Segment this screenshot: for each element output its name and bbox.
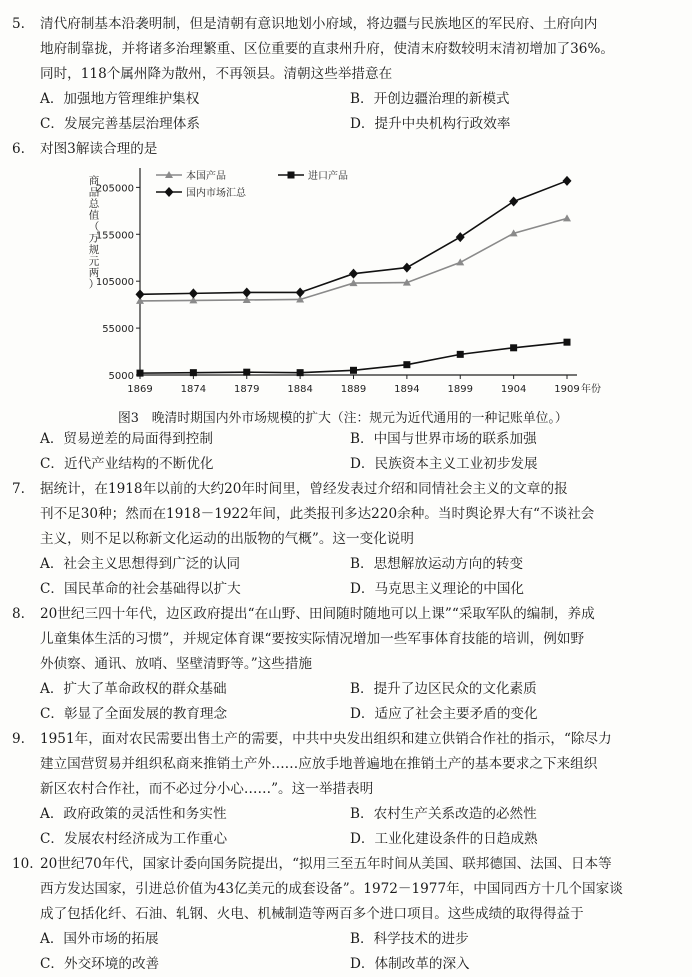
data-point (402, 263, 411, 273)
option-d[interactable]: D．提升中央机构行政效率 (350, 116, 511, 132)
question-text-line: 清代府制基本沿袭明制，但是清朝有意识地划小府域，将边疆与民族地区的军民府、土府向内 (40, 16, 598, 32)
data-point (563, 176, 572, 186)
data-point (137, 370, 144, 377)
legend-marker (288, 172, 295, 179)
y-tick-label: 5000 (108, 371, 134, 382)
option-d[interactable]: D．体制改革的深入 (350, 956, 470, 972)
option-d[interactable]: D．民族资本主义工业初步发展 (350, 456, 538, 472)
option-a[interactable]: A．加强地方管理维护集权 (40, 91, 200, 107)
option-b[interactable]: B．思想解放运动方向的转变 (350, 556, 524, 572)
question-number: 5. (12, 16, 25, 32)
data-point (564, 339, 571, 346)
option-b[interactable]: B．农村生产关系改造的必然性 (350, 806, 537, 822)
data-point (350, 367, 357, 374)
x-tick-label: 1874 (180, 384, 207, 395)
question-text-line: 20世纪三四十年代，边区政府提出“在山野、田间随时随地可以上课”“采取军队的编制，养成 (40, 606, 595, 622)
option-d[interactable]: D．马克思主义理论的中国化 (350, 581, 525, 597)
x-tick-label: 1904 (500, 384, 527, 395)
series-line (140, 218, 567, 301)
x-tick-label: 1869 (127, 384, 153, 395)
y-axis-label: 商品总值（万规元两） (88, 175, 100, 291)
legend-label: 本国产品 (186, 171, 226, 182)
question-number: 6. (12, 141, 25, 157)
option-c[interactable]: C．发展农村经济成为工作重心 (40, 831, 228, 847)
x-tick-label: 1894 (394, 384, 420, 395)
question-text-line: 建立国营贸易并组织私商来推销土产外……应放手地普遍地在推销土产的基本要求之下来组织 (40, 756, 598, 772)
option-a[interactable]: A．国外市场的拓展 (40, 931, 159, 947)
question-text-line: 20世纪70年代，国家计委向国务院提出，“拟用三至五年时间从美国、联邦德国、法国、日本等 (40, 856, 612, 872)
question-text-line: 西方发达国家，引进总价值为43亿美元的成套设备”。1972－1977年，中国同西方十几个国家谈 (40, 881, 623, 897)
option-a[interactable]: A．扩大了革命政权的群众基础 (40, 681, 227, 697)
question-text-line: 成了包括化纤、石油、轧钢、火电、机械制造等两百多个进口项目。这些成绩的取得得益于 (40, 906, 584, 922)
data-point (456, 258, 464, 265)
option-c[interactable]: C．近代产业结构的不断优化 (40, 456, 214, 472)
option-b[interactable]: B．提升了边区民众的文化素质 (350, 681, 537, 697)
question-number: 9. (12, 731, 25, 747)
option-c[interactable]: C．发展完善基层治理体系 (40, 116, 200, 132)
option-a[interactable]: A．政府政策的灵活性和务实性 (40, 806, 227, 822)
data-point (296, 287, 305, 297)
option-b[interactable]: B．开创边疆治理的新模式 (350, 91, 510, 107)
question-number: 8. (12, 606, 25, 622)
question-text-line: 对图3解读合理的是 (40, 141, 158, 157)
data-point (190, 369, 197, 376)
question-number: 10. (12, 856, 34, 872)
x-tick-label: 1879 (234, 384, 260, 395)
x-axis-label: 年份 (581, 384, 601, 395)
legend-label: 进口产品 (308, 171, 348, 182)
question-text-line: 刊不足30种；然而在1918－1922年间，此类报刊多达220余种。当时舆论界大有“不谈社会 (40, 506, 595, 522)
option-a[interactable]: A．贸易逆差的局面得到控制 (40, 431, 213, 447)
option-c[interactable]: C．国民革命的社会基础得以扩大 (40, 581, 241, 597)
data-point (189, 288, 198, 298)
data-point (242, 287, 251, 297)
y-tick-label: 105000 (95, 277, 134, 289)
legend-marker (165, 187, 174, 197)
data-point (136, 289, 145, 299)
x-tick-label: 1899 (447, 384, 473, 395)
question-text-line: 外侦察、通讯、放哨、坚壁清野等。”这些措施 (40, 656, 313, 672)
data-point (297, 369, 304, 376)
market-scale-chart (70, 160, 630, 405)
data-point (509, 196, 518, 206)
legend-label: 国内市场汇总 (186, 188, 246, 199)
option-c[interactable]: C．彰显了全面发展的教育理念 (40, 706, 228, 722)
chart-svg (70, 160, 630, 405)
option-b[interactable]: B．科学技术的进步 (350, 931, 469, 947)
x-tick-label: 1909 (554, 384, 580, 395)
question-number: 7. (12, 481, 25, 497)
option-d[interactable]: D．工业化建设条件的日趋成熟 (350, 831, 538, 847)
y-tick-label: 155000 (95, 230, 134, 242)
data-point (456, 232, 465, 242)
question-text-line: 儿童集体生活的习惯”，并规定体育课“要按实际情况增加一些军事体育技能的培训，例如野 (40, 631, 585, 647)
data-point (457, 351, 464, 358)
data-point (243, 369, 250, 376)
data-point (403, 361, 410, 368)
data-point (563, 214, 571, 221)
x-tick-label: 1884 (287, 384, 313, 395)
option-b[interactable]: B．中国与世界市场的联系加强 (350, 431, 537, 447)
x-tick-label: 1889 (340, 384, 367, 395)
question-text-line: 新区农村合作社，而不必过分小心……”。这一举措表明 (40, 781, 374, 797)
question-text-line: 同时，118个属州降为散州，不再领县。清朝这些举措意在 (40, 66, 393, 82)
figure-caption: 图3 晚清时期国内外市场规模的扩大（注：规元为近代通用的一种记账单位。） (118, 411, 568, 426)
y-tick-label: 55000 (102, 324, 134, 336)
option-d[interactable]: D．适应了社会主要矛盾的变化 (350, 706, 538, 722)
question-text-line: 地府制靠拢，并将诸多治理繁重、区位重要的直隶州升府，使清末府数较明末清初增加了36%。 (40, 41, 614, 57)
question-text-line: 1951年，面对农民需要出售土产的需要，中共中央发出组织和建立供销合作社的指示，“除尽力 (40, 731, 612, 747)
data-point (510, 344, 517, 351)
data-point (349, 269, 358, 279)
y-tick-label: 205000 (95, 183, 134, 195)
question-text-line: 主义，则不足以称新文化运动的出版物的气概”。这一变化说明 (40, 531, 414, 547)
option-c[interactable]: C．外交环境的改善 (40, 956, 160, 972)
option-a[interactable]: A．社会主义思想得到广泛的认同 (40, 556, 241, 572)
question-text-line: 据统计，在1918年以前的大约20年时间里，曾经发表过介绍和同情社会主义的文章的报 (40, 481, 568, 497)
